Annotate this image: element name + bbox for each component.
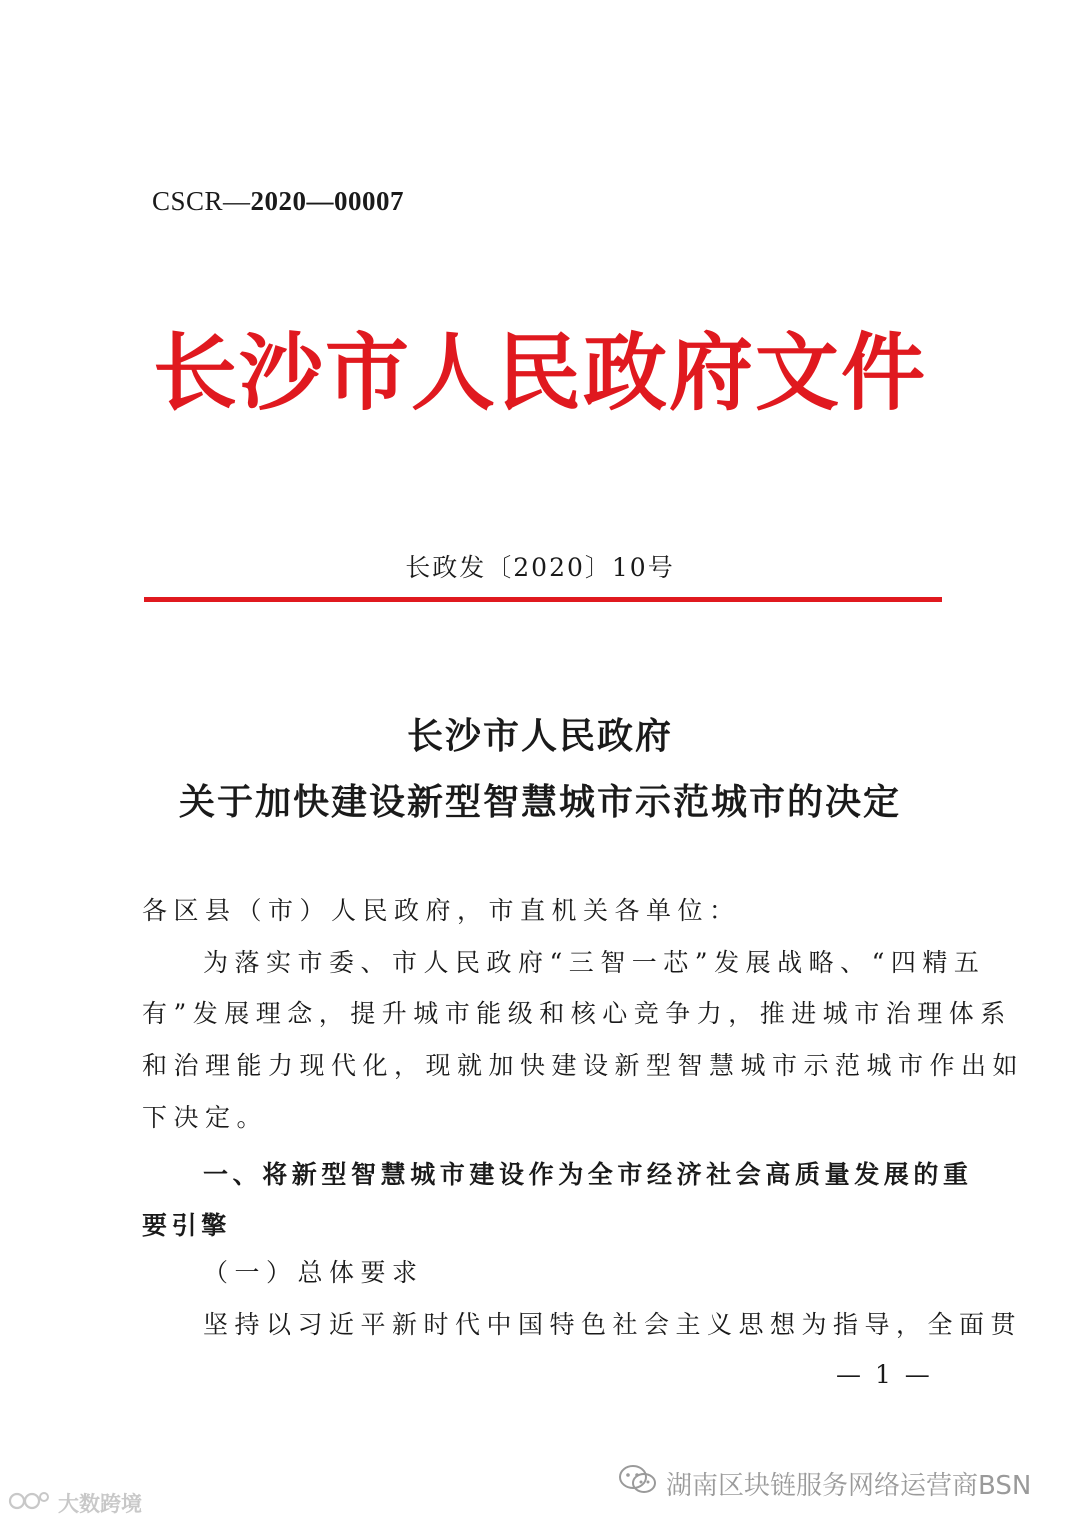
page-number: — 1 —	[836, 1360, 933, 1389]
red-divider	[144, 597, 942, 602]
logo-icon	[8, 1489, 52, 1518]
subsection-heading: （一）总体要求	[203, 1258, 424, 1287]
document-title-line1: 长沙市人民政府	[406, 715, 673, 757]
red-header-title: 长沙市人民政府文件	[152, 323, 927, 422]
document-title-line2: 关于加快建设新型智慧城市示范城市的决定	[178, 781, 901, 823]
paragraph-line: 为落实市委、市人民政府“三智一芯”发展战略、“四精五	[203, 948, 986, 977]
paragraph-line: 有”发展理念，提升城市能级和核心竞争力，推进城市治理体系	[142, 999, 1012, 1028]
section-heading-line: 要引擎	[142, 1211, 231, 1240]
document-code-prefix: CSCR—	[152, 186, 251, 216]
watermark-right-text: 湖南区块链服务网络运营商BSN	[666, 1471, 1032, 1501]
document-code	[152, 186, 404, 217]
issue-number: 长政发〔2020〕10号	[405, 553, 675, 582]
watermark-left-text: 大数跨境	[58, 1492, 142, 1516]
paragraph-line: 坚持以习近平新时代中国特色社会主义思想为指导，全面贯	[203, 1310, 1023, 1339]
watermark-left	[8, 1488, 142, 1518]
paragraph-line: 和治理能力现代化，现就加快建设新型智慧城市示范城市作出如	[142, 1051, 1025, 1080]
salutation: 各区县（市）人民政府，市直机关各单位：	[142, 896, 741, 925]
wechat-icon	[618, 1464, 658, 1503]
document-code-number: 2020—00007	[250, 186, 405, 216]
paragraph-line: 下决定。	[142, 1103, 269, 1132]
section-heading-line: 一、将新型智慧城市建设作为全市经济社会高质量发展的重	[203, 1160, 973, 1189]
watermark-right	[618, 1464, 1031, 1503]
